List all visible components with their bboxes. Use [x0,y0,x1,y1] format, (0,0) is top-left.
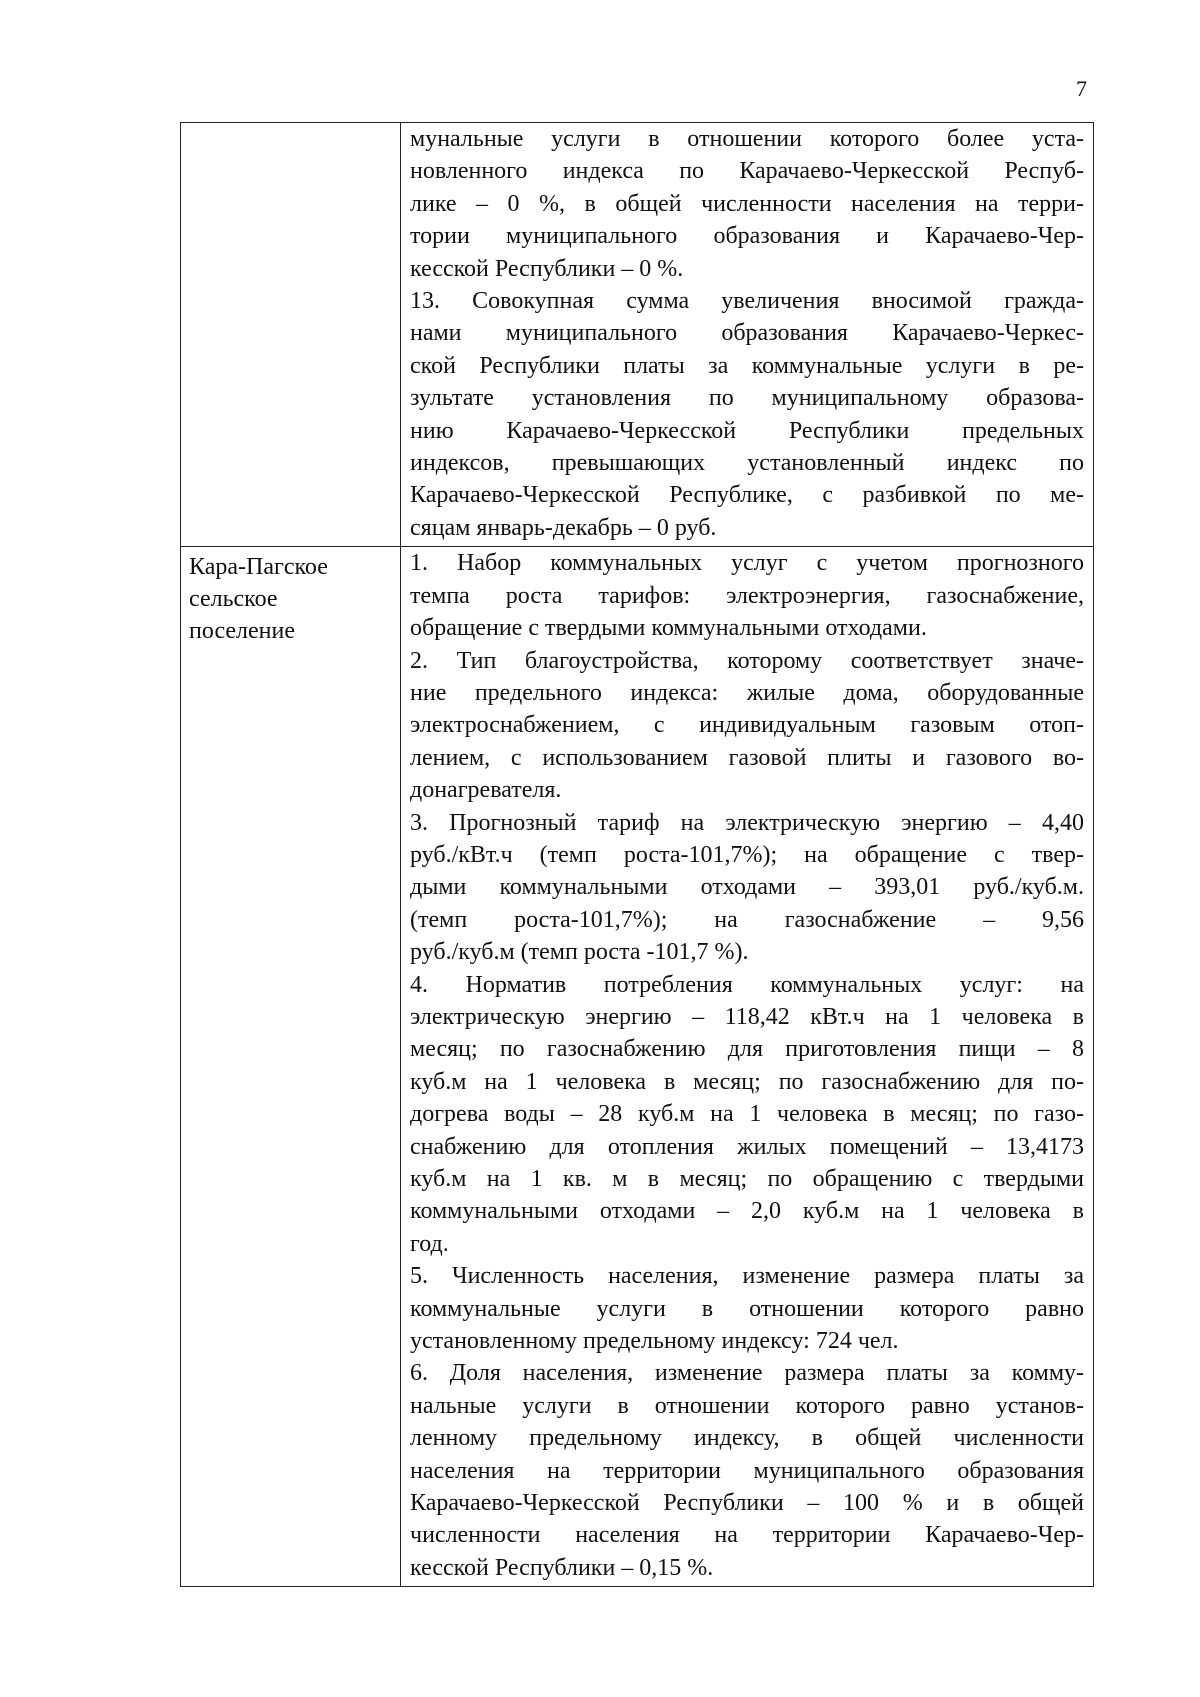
description-cell [401,547,1094,1587]
text-line: лением, с использованием газовой плиты и газового во- [410,744,1084,771]
text-line: снабжению для отопления жилых помещений – 13,4173 [410,1133,1084,1160]
text-line: кесской Республики – 0,15 %. [410,1554,714,1581]
text-line: установленному предельному индексу: 724 чел. [410,1328,899,1355]
text-line: нальные услуги в отношении которого равно установ- [410,1392,1084,1419]
description-paragraph [410,1260,1084,1357]
text-line: кесской Республики – 0 %. [410,255,684,282]
description-cell [401,123,1094,547]
text-line: коммунальными отходами – 2,0 куб.м на 1 человека в [410,1198,1084,1225]
description-paragraph [410,645,1084,807]
text-line: 1. Набор коммунальных услуг с учетом прогнозного [410,550,1084,577]
text-line: нию Карачаево-Черкесской Республики предельных [410,417,1084,444]
text-line: дыми коммунальными отходами – 393,01 руб./куб.м. [410,874,1084,901]
municipality-name-line: сельское [189,586,278,613]
text-line: электроснабжением, с индивидуальным газовым отоп- [410,712,1084,739]
text-line: численности населения на территории Карачаево-Чер- [410,1522,1084,1549]
text-line: куб.м на 1 кв. м в месяц; по обращению с твердыми [410,1166,1084,1192]
table-row [181,547,1094,1587]
description-paragraph [410,969,1084,1261]
text-line: обращение с твердыми коммунальными отходами. [410,615,927,642]
description-paragraph [410,1357,1084,1584]
text-line: 5. Численность населения, изменение размера платы за [410,1263,1084,1290]
text-line: месяц; по газоснабжению для приготовления пищи – 8 [410,1036,1084,1063]
text-line: сяцам январь-декабрь – 0 руб. [410,514,717,541]
text-line: 3. Прогнозный тариф на электрическую энергию – 4,40 [410,809,1084,836]
description-paragraph [410,807,1084,969]
text-line: темпа роста тарифов: электроэнергия, газоснабжение, [410,582,1084,609]
text-line: зультате установления по муниципальному образова- [410,385,1084,412]
description-paragraph [410,547,1084,644]
text-line: (темп роста-101,7%); на газоснабжение – 9,56 [410,906,1084,933]
municipality-name-line: поселение [189,618,296,645]
text-line: 2. Тип благоустройства, которому соответствует значе- [410,647,1084,674]
municipality-name-line: Кара-Пагское [189,554,328,581]
text-line: электрическую энергию – 118,42 кВт.ч на 1 человека в [410,1003,1084,1030]
text-line: догрева воды – 28 куб.м на 1 человека в месяц; по газо- [410,1101,1084,1128]
description-text [401,123,1093,546]
document-table [180,122,1094,1587]
text-line: руб./кВт.ч (темп роста-101,7%); на обращение с твер- [410,841,1084,868]
page-number: 7 [1076,76,1087,101]
text-line: 13. Совокупная сумма увеличения вносимой гражда- [410,288,1084,315]
municipality-cell [181,123,401,547]
text-line: лике – 0 %, в общей численности населения на терри- [410,190,1084,217]
text-line: куб.м на 1 человека в месяц; по газоснабжению для по- [410,1068,1084,1095]
municipality-cell [181,547,401,1587]
municipality-name [181,123,400,127]
table-body [181,123,1094,1587]
municipality-name [181,547,400,647]
text-line: населения на территории муниципального образования [410,1457,1084,1484]
text-line: ние предельного индекса: жилые дома, оборудованные [410,679,1084,706]
text-line: 4. Норматив потребления коммунальных услуг: на [410,971,1084,998]
text-line: донагревателя. [410,777,562,804]
text-line: Карачаево-Черкесской Республике, с разбивкой по ме- [410,482,1084,509]
text-line: нами муниципального образования Карачаево-Черкес- [410,320,1084,347]
text-line: новленного индекса по Карачаево-Черкесской Респуб- [410,158,1084,185]
text-line: ленному предельному индексу, в общей численности [410,1425,1084,1452]
text-line: 6. Доля населения, изменение размера платы за комму- [410,1360,1084,1387]
table-row [181,123,1094,547]
text-line: Карачаево-Черкесской Республики – 100 % и в общей [410,1490,1084,1517]
text-line: индексов, превышающих установленный индекс по [410,450,1084,477]
description-paragraph [410,285,1084,544]
text-line: руб./куб.м (темп роста -101,7 %). [410,939,749,966]
description-text [401,547,1093,1586]
text-line: мунальные услуги в отношении которого более уста- [410,126,1084,152]
text-line: год. [410,1230,449,1257]
text-line: ской Республики платы за коммунальные услуги в ре- [410,352,1084,379]
text-line: коммунальные услуги в отношении которого равно [410,1295,1084,1322]
text-line: тории муниципального образования и Карачаево-Чер- [410,223,1084,250]
description-paragraph [410,123,1084,285]
